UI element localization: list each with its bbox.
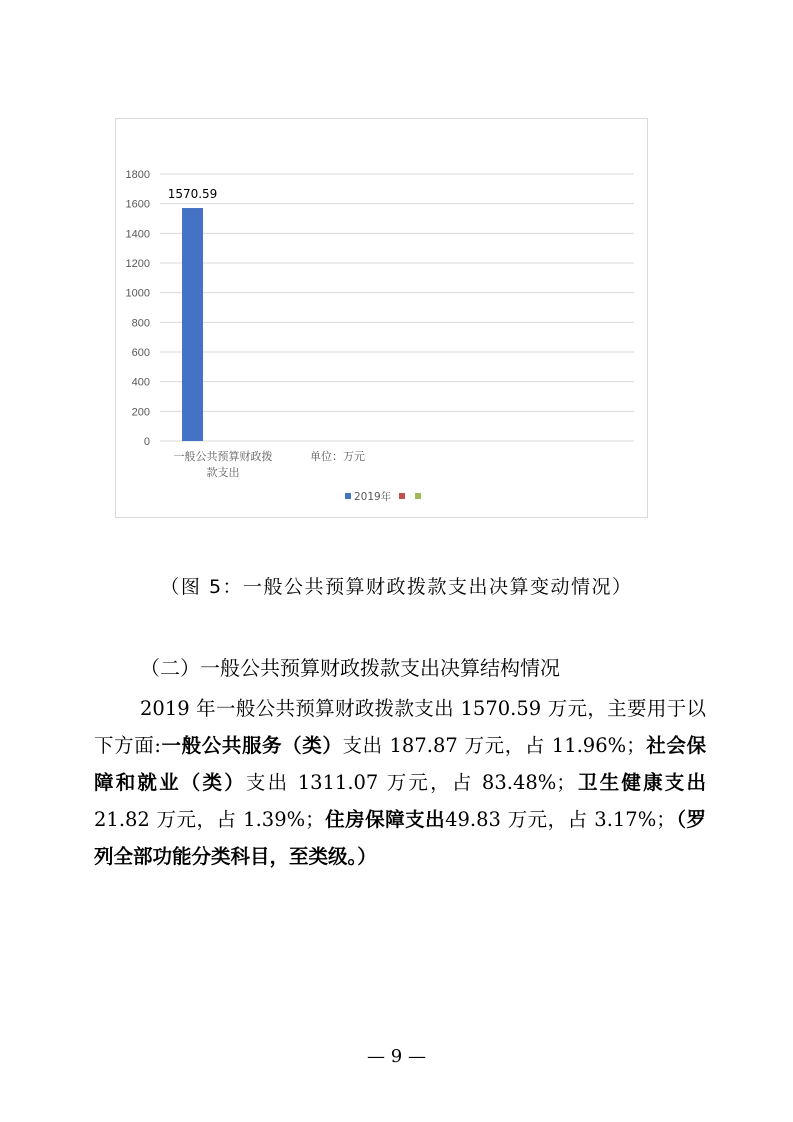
item-social-security: 社会保障和就业（类） [94,734,706,794]
item-general-services-text: 支出 187.87 万元，占 11.96%； [342,734,646,757]
legend-swatch [399,493,405,499]
legend-label: 2019年 [354,491,392,503]
y-tick-label: 200 [131,406,150,419]
y-tick-label: 1600 [125,198,150,211]
y-tick-label: 1200 [125,258,150,270]
y-tick-label: 1400 [125,228,150,241]
item-health: 卫生健康支出 [575,771,706,794]
classification-note: （罗列全部功能分类科目，至类级。） [94,808,706,868]
y-tick-label: 600 [131,347,150,359]
x-category-label: 一般公共预算财政拨 [173,450,273,463]
figure-caption: （图 5：一般公共预算财政拨款支出决算变动情况） [160,576,633,598]
item-housing: 住房保障支出 [324,808,446,831]
section-heading: （二）一般公共预算财政拨款支出决算结构情况 [140,656,560,680]
structure-paragraph [94,690,706,875]
item-social-security-text: 支出 1311.07 万元，占 83.48%； [245,771,576,794]
y-tick-label: 1800 [125,169,150,181]
y-tick-label: 1000 [125,287,150,300]
legend-swatch [345,493,351,499]
item-general-services: 一般公共服务（类） [160,734,343,757]
y-tick-label: 400 [131,376,150,389]
chart-canvas [116,119,649,519]
x-category-label: 款支出 [206,466,240,479]
data-label: 1570.59 [167,187,218,202]
page-number: — 9 — [367,1046,426,1067]
item-health-text: 21.82 万元，占 1.39%； [94,808,325,831]
item-housing-text: 49.83 万元，占 3.17%； [445,808,676,831]
y-tick-label: 0 [143,436,150,448]
y-tick-label: 800 [131,317,150,330]
legend-swatch [415,493,421,499]
intro-text: 2019 年一般公共预算财政拨款支出 1570.59 万元，主要用于以下方面: [94,697,706,757]
bar [182,208,203,441]
unit-label: 单位：万元 [310,450,365,463]
expenditure-bar-chart [115,118,648,518]
